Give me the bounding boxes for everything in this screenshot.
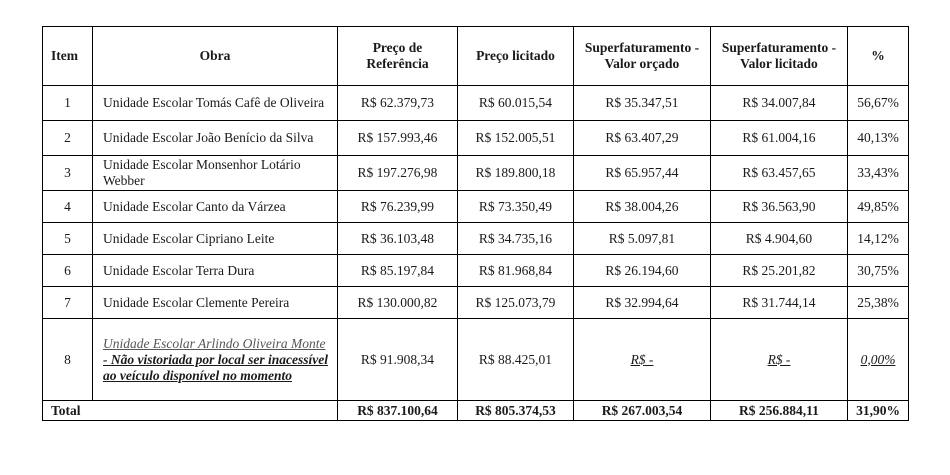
cell-preco-licitado: R$ 73.350,49 bbox=[458, 191, 574, 223]
table-row bbox=[43, 121, 909, 156]
cell-obra: Unidade Escolar João Benício da Silva bbox=[93, 121, 338, 156]
cell-preco-referencia: R$ 76.239,99 bbox=[338, 191, 458, 223]
cell-item: 4 bbox=[43, 191, 93, 223]
table-row bbox=[43, 191, 909, 223]
cell-percent: 49,85% bbox=[848, 191, 909, 223]
cell-superfaturamento-licitado: R$ 34.007,84 bbox=[711, 86, 848, 121]
cell-percent: 40,13% bbox=[848, 121, 909, 156]
cell-preco-licitado: R$ 189.800,18 bbox=[458, 156, 574, 191]
cell-obra: Unidade Escolar Cipriano Leite bbox=[93, 223, 338, 255]
cell-preco-licitado: R$ 152.005,51 bbox=[458, 121, 574, 156]
total-preco-referencia: R$ 837.100,64 bbox=[338, 401, 458, 421]
cell-superfaturamento-licitado: R$ 31.744,14 bbox=[711, 287, 848, 319]
cell-preco-referencia: R$ 36.103,48 bbox=[338, 223, 458, 255]
obra-name-struck: Unidade Escolar Arlindo Oliveira Monte bbox=[103, 335, 326, 351]
cell-preco-referencia: R$ 197.276,98 bbox=[338, 156, 458, 191]
total-superfaturamento-orcado: R$ 267.003,54 bbox=[574, 401, 711, 421]
header-superfaturamento-licitado: Superfaturamento - Valor licitado bbox=[711, 27, 848, 86]
table-row bbox=[43, 319, 909, 401]
overbilling-table bbox=[42, 26, 909, 421]
cell-superfaturamento-orcado: R$ 35.347,51 bbox=[574, 86, 711, 121]
cell-percent: 14,12% bbox=[848, 223, 909, 255]
cell-preco-licitado: R$ 81.968,84 bbox=[458, 255, 574, 287]
cell-percent: 56,67% bbox=[848, 86, 909, 121]
cell-percent: 0,00% bbox=[848, 319, 909, 401]
cell-preco-licitado: R$ 125.073,79 bbox=[458, 287, 574, 319]
cell-item: 5 bbox=[43, 223, 93, 255]
cell-percent: 33,43% bbox=[848, 156, 909, 191]
header-superfaturamento-orcado: Superfaturamento - Valor orçado bbox=[574, 27, 711, 86]
cell-superfaturamento-licitado: R$ 36.563,90 bbox=[711, 191, 848, 223]
overbilling-table-container bbox=[42, 26, 908, 421]
cell-superfaturamento-orcado: R$ 63.407,29 bbox=[574, 121, 711, 156]
cell-superfaturamento-orcado: R$ 26.194,60 bbox=[574, 255, 711, 287]
cell-superfaturamento-licitado: R$ - bbox=[711, 319, 848, 401]
total-row bbox=[43, 401, 909, 421]
table-row bbox=[43, 156, 909, 191]
cell-item: 8 bbox=[43, 319, 93, 401]
cell-percent: 30,75% bbox=[848, 255, 909, 287]
cell-preco-licitado: R$ 88.425,01 bbox=[458, 319, 574, 401]
cell-superfaturamento-orcado: R$ 5.097,81 bbox=[574, 223, 711, 255]
total-label: Total bbox=[43, 401, 338, 421]
cell-obra bbox=[93, 319, 338, 401]
cell-preco-referencia: R$ 130.000,82 bbox=[338, 287, 458, 319]
cell-obra: Unidade Escolar Terra Dura bbox=[93, 255, 338, 287]
cell-preco-licitado: R$ 60.015,54 bbox=[458, 86, 574, 121]
cell-obra: Unidade Escolar Tomás Cafê de Oliveira bbox=[93, 86, 338, 121]
cell-item: 1 bbox=[43, 86, 93, 121]
header-preco-referencia: Preço de Referência bbox=[338, 27, 458, 86]
cell-obra: Unidade Escolar Clemente Pereira bbox=[93, 287, 338, 319]
table-row bbox=[43, 255, 909, 287]
cell-preco-referencia: R$ 91.908,34 bbox=[338, 319, 458, 401]
cell-superfaturamento-licitado: R$ 61.004,16 bbox=[711, 121, 848, 156]
header-preco-licitado: Preço licitado bbox=[458, 27, 574, 86]
table-header-row bbox=[43, 27, 909, 86]
obra-note: - Não vistoriada por local ser inacessível ao veículo disponível no momento bbox=[103, 351, 328, 383]
cell-superfaturamento-orcado: R$ 65.957,44 bbox=[574, 156, 711, 191]
cell-preco-referencia: R$ 157.993,46 bbox=[338, 121, 458, 156]
cell-item: 6 bbox=[43, 255, 93, 287]
cell-superfaturamento-licitado: R$ 25.201,82 bbox=[711, 255, 848, 287]
cell-item: 3 bbox=[43, 156, 93, 191]
header-item: Item bbox=[43, 27, 93, 86]
header-percent: % bbox=[848, 27, 909, 86]
cell-preco-referencia: R$ 85.197,84 bbox=[338, 255, 458, 287]
total-superfaturamento-licitado: R$ 256.884,11 bbox=[711, 401, 848, 421]
table-row bbox=[43, 86, 909, 121]
header-obra: Obra bbox=[93, 27, 338, 86]
total-preco-licitado: R$ 805.374,53 bbox=[458, 401, 574, 421]
cell-superfaturamento-licitado: R$ 63.457,65 bbox=[711, 156, 848, 191]
cell-percent: 25,38% bbox=[848, 287, 909, 319]
cell-obra: Unidade Escolar Monsenhor Lotário Webber bbox=[93, 156, 338, 191]
cell-superfaturamento-orcado: R$ 38.004,26 bbox=[574, 191, 711, 223]
table-row bbox=[43, 287, 909, 319]
cell-preco-referencia: R$ 62.379,73 bbox=[338, 86, 458, 121]
table-row bbox=[43, 223, 909, 255]
cell-item: 7 bbox=[43, 287, 93, 319]
cell-superfaturamento-licitado: R$ 4.904,60 bbox=[711, 223, 848, 255]
cell-superfaturamento-orcado: R$ - bbox=[574, 319, 711, 401]
total-percent: 31,90% bbox=[848, 401, 909, 421]
cell-preco-licitado: R$ 34.735,16 bbox=[458, 223, 574, 255]
cell-item: 2 bbox=[43, 121, 93, 156]
cell-superfaturamento-orcado: R$ 32.994,64 bbox=[574, 287, 711, 319]
cell-obra: Unidade Escolar Canto da Várzea bbox=[93, 191, 338, 223]
